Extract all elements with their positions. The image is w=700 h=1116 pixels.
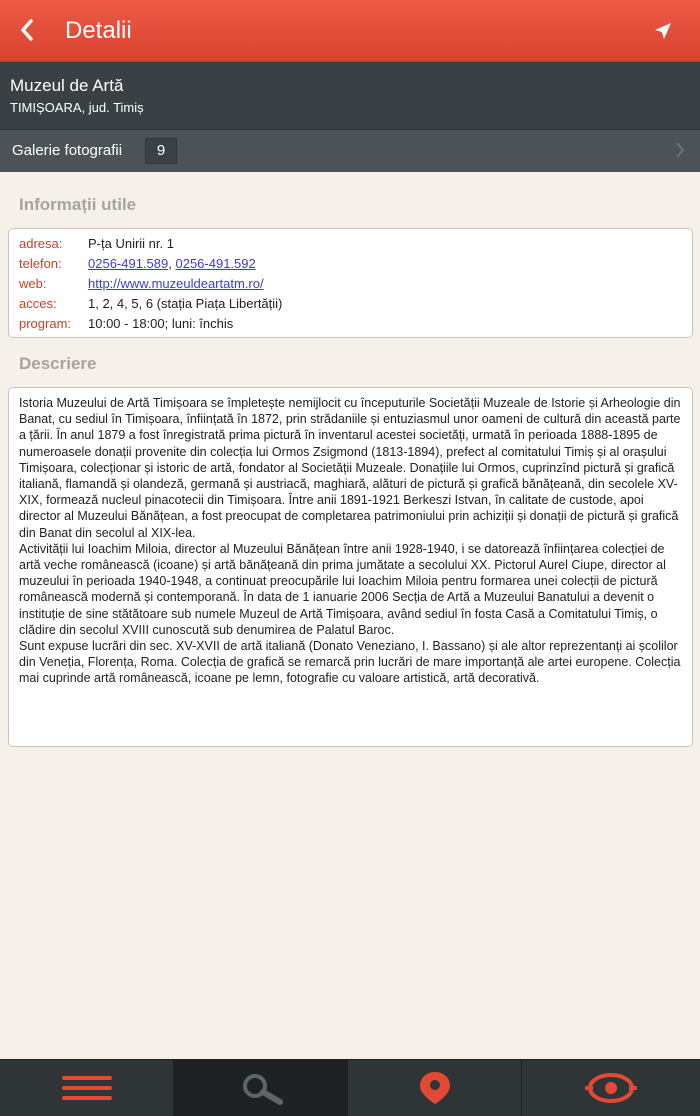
info-card — [8, 228, 693, 338]
description-section-title: Descriere — [19, 354, 97, 373]
info-row-access — [19, 295, 282, 313]
info-row-web — [19, 275, 264, 293]
phone-link-1[interactable]: 0256-491.589 — [88, 256, 169, 271]
tab-search[interactable] — [174, 1060, 348, 1116]
description-paragraph: Sunt expuse lucrări din sec. XV-XVII de artă italiană (Donato Veneziano, I. Bassano) și ale altor reprezentanți ai școlilor din Veneția, Florența, Roma. Colecția de grafică se remarcă prin lucrări de mare importanță ale artei europene. Colecția mai cuprinde artă românească, icoane pe lemn, fotografie cu valoare artistică, artă decorativă. — [19, 639, 681, 686]
schedule-label: program: — [19, 316, 72, 331]
navigation-arrow-icon — [652, 20, 674, 42]
description-paragraph: Istoria Muzeului de Artă Timișoara se împletește nemijlocit cu începuturile Societății Muzeale de Istorie și Arheologie din Banat, cu sediul în Timișoara, înființată în 1872, prin strădaniile și entuziasmul unor oameni de cultură din această parte a țării. În anul 1879 a fost înregistrată prima pictură în inventarul acestei societăți, urmată în perioada 1888-1895 de numeroasele donații provenite din colecția lui Ormos Zsigmond (1813-1894), prefect al comitatului Timiș și al orașului Timișoara, colecționar și istoric de artă, fondator al Societății Muzeale. Donațiile lui Ormos, cuprinzînd pictură și grafică italiană, flamandă și olandeză, germană și austriacă, maghiară, alături de pictură și grafică bănățeană, din secolele XV-XIX, formează nucleul pinacotecii din Timișoara. Între anii 1891-1921 Berkeszi Istvan, în calitate de custode, apoi director al Muzeului Bănățean, a fost preocupat de completarea patrimoniului prin achiziții și donații de pictură și grafică din Banat din secolul al XIX-lea. — [19, 396, 681, 540]
chevron-left-icon — [18, 14, 36, 46]
chevron-right-icon — [674, 140, 686, 166]
navigate-button[interactable] — [652, 20, 674, 42]
menu-icon — [62, 1075, 112, 1101]
top-app-bar — [0, 0, 700, 62]
bottom-tab-bar — [0, 1059, 700, 1116]
place-name: Muzeul de Artă — [10, 76, 124, 95]
phone-label: telefon: — [19, 256, 62, 271]
phone-link-2[interactable]: 0256-491.592 — [175, 256, 256, 271]
description-paragraph: Activității lui Ioachim Miloia, director al Muzeului Bănățean între anii 1928-1940, i se datorează înființarea colecției de artă veche românească (icoane) și artă bănățeană din prima jumătate a secolului XX. Pictorul Aurel Ciupe, director al muzeului în perioada 1940-1948, a continuat preocupările lui Ioachim Miloia pentru formarea unei colecții de pictură românească modernă și contemporană. În data de 1 ianuarie 2006 Secția de Artă a Muzeului Banatului a devenit o instituție de sine stătătoare sub numele Muzeul de Artă Timișoara, având sediul în fosta Casă a Comitatului Timiș, o clădire din secolul XVIII cunoscută sub denumirea de Palatul Baroc. — [19, 541, 666, 637]
back-button[interactable] — [18, 14, 40, 46]
tab-map[interactable] — [348, 1060, 522, 1116]
location-target-icon — [585, 1071, 637, 1105]
info-row-phone — [19, 255, 256, 273]
web-label: web: — [19, 276, 47, 291]
page-title: Detalii — [65, 17, 132, 44]
address-label: adresa: — [19, 236, 63, 251]
search-icon — [236, 1071, 286, 1105]
tab-menu[interactable] — [0, 1060, 174, 1116]
address-value: P-ța Unirii nr. 1 — [88, 236, 174, 251]
description-card — [8, 387, 693, 747]
photo-gallery-row[interactable] — [0, 130, 700, 172]
place-city: TIMIȘOARA, jud. Timiș — [10, 100, 144, 115]
tab-location[interactable] — [522, 1060, 700, 1116]
gallery-count-badge: 9 — [145, 138, 177, 164]
phone-separator: , — [168, 256, 176, 271]
access-label: acces: — [19, 296, 57, 311]
map-pin-icon — [417, 1071, 453, 1105]
description-text — [19, 395, 687, 687]
gallery-label: Galerie fotografii — [12, 142, 123, 159]
web-link[interactable]: http://www.muzeuldeartatm.ro/ — [88, 276, 264, 291]
info-row-address — [19, 235, 174, 253]
place-header — [0, 62, 700, 130]
access-value: 1, 2, 4, 5, 6 (stația Piața Libertății) — [88, 296, 283, 311]
info-section-title: Informații utile — [19, 195, 137, 214]
info-row-schedule — [19, 315, 233, 333]
schedule-value: 10:00 - 18:00; luni: închis — [88, 316, 234, 331]
